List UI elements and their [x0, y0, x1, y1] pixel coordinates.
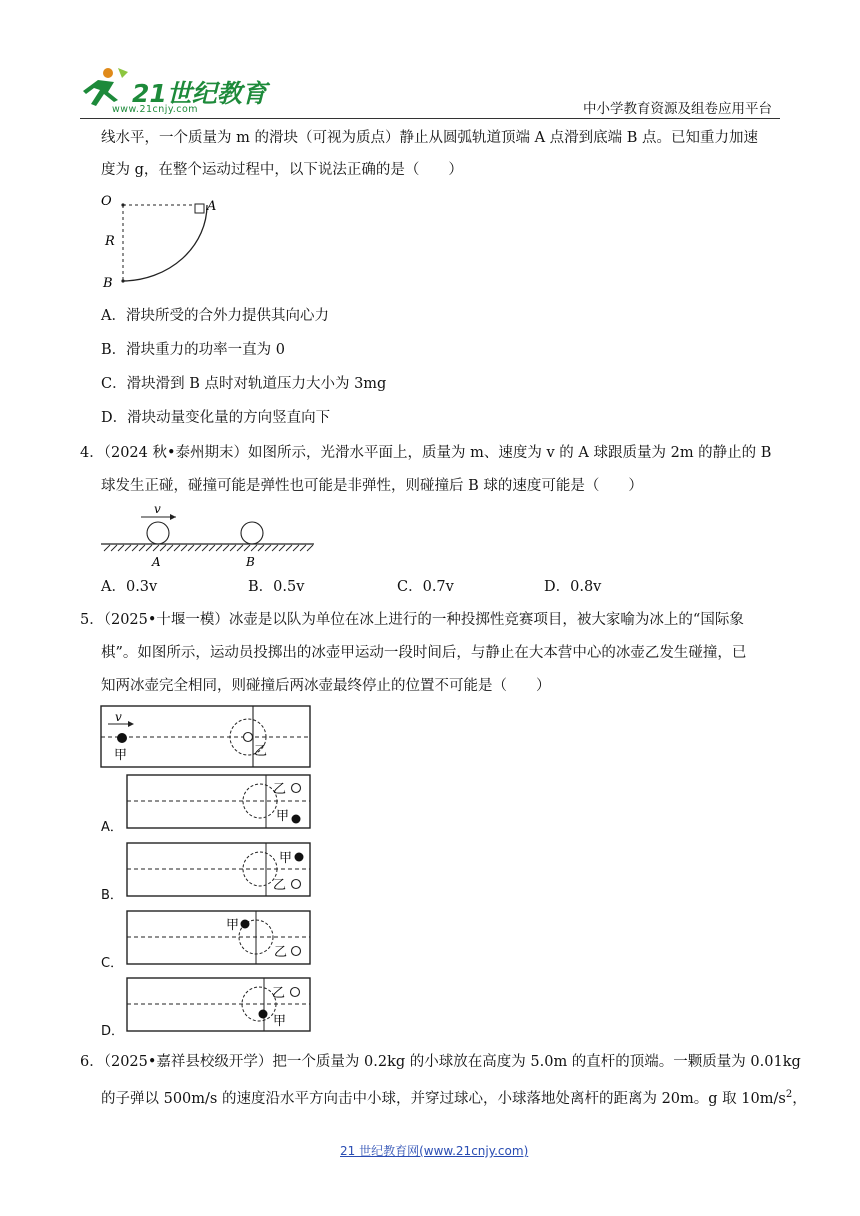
option-d: D．滑块动量变化量的方向竖直向下 [101, 410, 331, 426]
velocity-label: v [154, 502, 161, 516]
stone-jia-label: 甲 [114, 748, 128, 763]
logo-title: 21世纪教育 [132, 79, 267, 108]
option-a: A．0.3v [101, 579, 158, 595]
question-text-line: 6．（2025•嘉祥县校级开学）把一个质量为 0.2kg 的小球放在高度为 5.0m 的直杆的顶端。一颗质量为 0.01kg [80, 1054, 801, 1070]
ball-a-label: A [152, 555, 161, 569]
stone-jia-label: 甲 [276, 809, 290, 824]
option-b: B． [101, 888, 123, 903]
question-text-line: 5．（2025•十堰一模）冰壶是以队为单位在冰上进行的一种投掷性竞赛项目，被大家喻为冰上的“国际象 [80, 612, 744, 628]
question-text-line: 度为 g，在整个运动过程中，以下说法正确的是（ ） [101, 162, 463, 178]
header-divider [80, 118, 780, 119]
point-b-label: B [103, 276, 113, 291]
question-text-line: 线水平，一个质量为 m 的滑块（可视为质点）静止从圆弧轨道顶端 A 点滑到底端 B 点。已知重力加速 [101, 130, 759, 146]
ball-b-label: B [246, 555, 255, 569]
velocity-label: v [115, 710, 122, 724]
stone-yi-label: 乙 [254, 744, 268, 759]
option-d: D． [101, 1024, 125, 1039]
option-c: C． [101, 956, 124, 971]
question-text-line: 知两冰壶完全相同，则碰撞后两冰壶最终停止的位置不可能是（ ） [101, 678, 551, 694]
stone-jia-label: 甲 [279, 851, 293, 866]
option-b: B．0.5v [248, 579, 305, 595]
arc-track-figure [96, 188, 226, 292]
point-o-label: O [101, 194, 112, 209]
stone-yi-label: 乙 [273, 782, 287, 797]
question-text-line [101, 1085, 807, 1109]
footer-website-link[interactable]: 21 世纪教育网(www.21cnjy.com) [340, 1144, 529, 1158]
question-text-segment: 的子弹以 500m/s 的速度沿水平方向击中小球，并穿过球心，小球落地处离杆的距离为 20m。g 取 10m/s [101, 1090, 786, 1107]
curling-option-c-figure [126, 910, 312, 966]
option-c: C．滑块滑到 B 点时对轨道压力大小为 3mg [101, 376, 387, 392]
curling-option-d-figure [126, 977, 312, 1033]
curling-option-a-figure [126, 774, 312, 830]
stone-yi-label: 乙 [273, 878, 287, 893]
stone-jia-label: 甲 [226, 918, 240, 933]
option-a: A． [101, 820, 123, 835]
question-text-line: 4．（2024 秋•泰州期末）如图所示，光滑水平面上，质量为 m、速度为 v 的 A 球跟质量为 2m 的静止的 B [80, 445, 772, 461]
question-text-segment: ， [792, 1090, 807, 1107]
option-d: D．0.8v [544, 579, 602, 595]
option-b: B．滑块重力的功率一直为 0 [101, 342, 285, 358]
curling-option-b-figure [126, 842, 312, 898]
logo-subtitle: www.21cnjy.com [112, 104, 199, 115]
stone-jia-label: 甲 [273, 1014, 287, 1029]
question-text-line: 棋”。如图所示，运动员投掷出的冰壶甲运动一段时间后，与静止在大本营中心的冰壶乙发生碰撞，已 [101, 645, 747, 661]
point-a-label: A [207, 199, 217, 214]
stone-yi-label: 乙 [274, 945, 288, 960]
collision-balls-figure [96, 500, 318, 570]
radius-label: R [105, 234, 115, 249]
stone-yi-label: 乙 [272, 986, 286, 1001]
question-text-line: 球发生正碰，碰撞可能是弹性也可能是非弹性，则碰撞后 B 球的速度可能是（ ） [101, 478, 643, 494]
curling-main-figure [100, 705, 312, 769]
superscript-exponent: 2 [785, 1089, 793, 1100]
option-c: C．0.7v [397, 579, 454, 595]
header-platform-text: 中小学教育资源及组卷应用平台 [583, 101, 772, 117]
option-a: A．滑块所受的合外力提供其向心力 [101, 308, 329, 324]
